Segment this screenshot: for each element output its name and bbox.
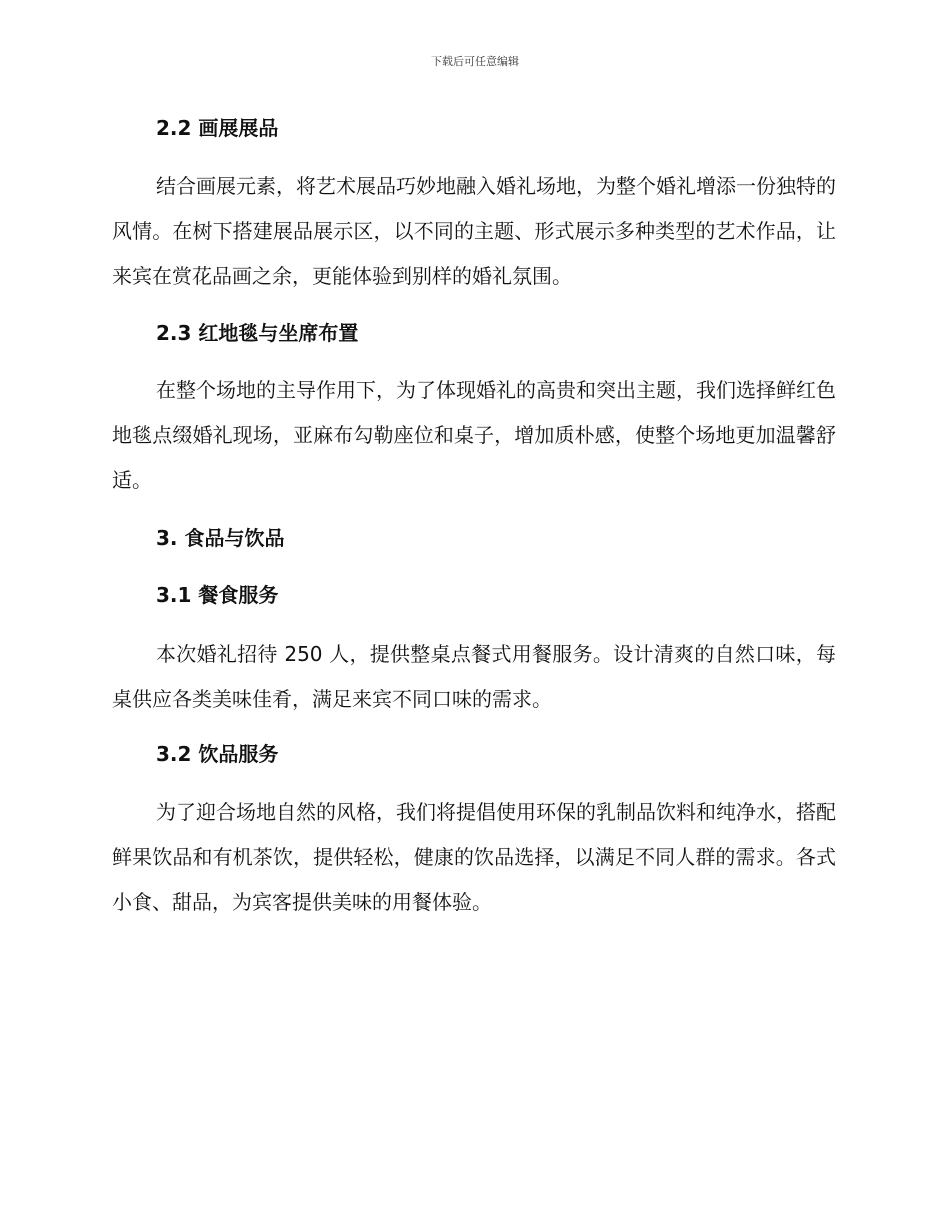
page-header-note: 下载后可任意编辑 xyxy=(431,55,519,68)
section-heading-3-1: 3.1 餐食服务 xyxy=(156,583,279,607)
section-paragraph-2-2: 结合画展元素，将艺术展品巧妙地融入婚礼场地，为整个婚礼增添一份独特的风情。在树下搭建展品展示区，以不同的主题、形式展示多种类型的艺术作品，让来宾在赏花品画之余，更能体验到别样的婚礼氛围。 xyxy=(112,174,836,288)
section-paragraph-3-1: 本次婚礼招待 250 人，提供整桌点餐式用餐服务。设计清爽的自然口味，每桌供应各类美味佳肴，满足来宾不同口味的需求。 xyxy=(112,642,836,711)
section-paragraph-3-2: 为了迎合场地自然的风格，我们将提倡使用环保的乳制品饮料和纯净水，搭配鲜果饮品和有机茶饮，提供轻松，健康的饮品选择，以满足不同人群的需求。各式小食、甜品，为宾客提供美味的用餐体验。 xyxy=(112,800,836,914)
section-heading-3: 3. 食品与饮品 xyxy=(156,526,285,550)
section-heading-2-2: 2.2 画展展品 xyxy=(156,116,279,140)
section-heading-2-3: 2.3 红地毯与坐席布置 xyxy=(156,321,359,345)
section-paragraph-2-3: 在整个场地的主导作用下，为了体现婚礼的高贵和突出主题，我们选择鲜红色地毯点缀婚礼现场，亚麻布勾勒座位和桌子，增加质朴感，使整个场地更加温馨舒适。 xyxy=(112,378,836,492)
section-heading-3-2: 3.2 饮品服务 xyxy=(156,742,279,766)
